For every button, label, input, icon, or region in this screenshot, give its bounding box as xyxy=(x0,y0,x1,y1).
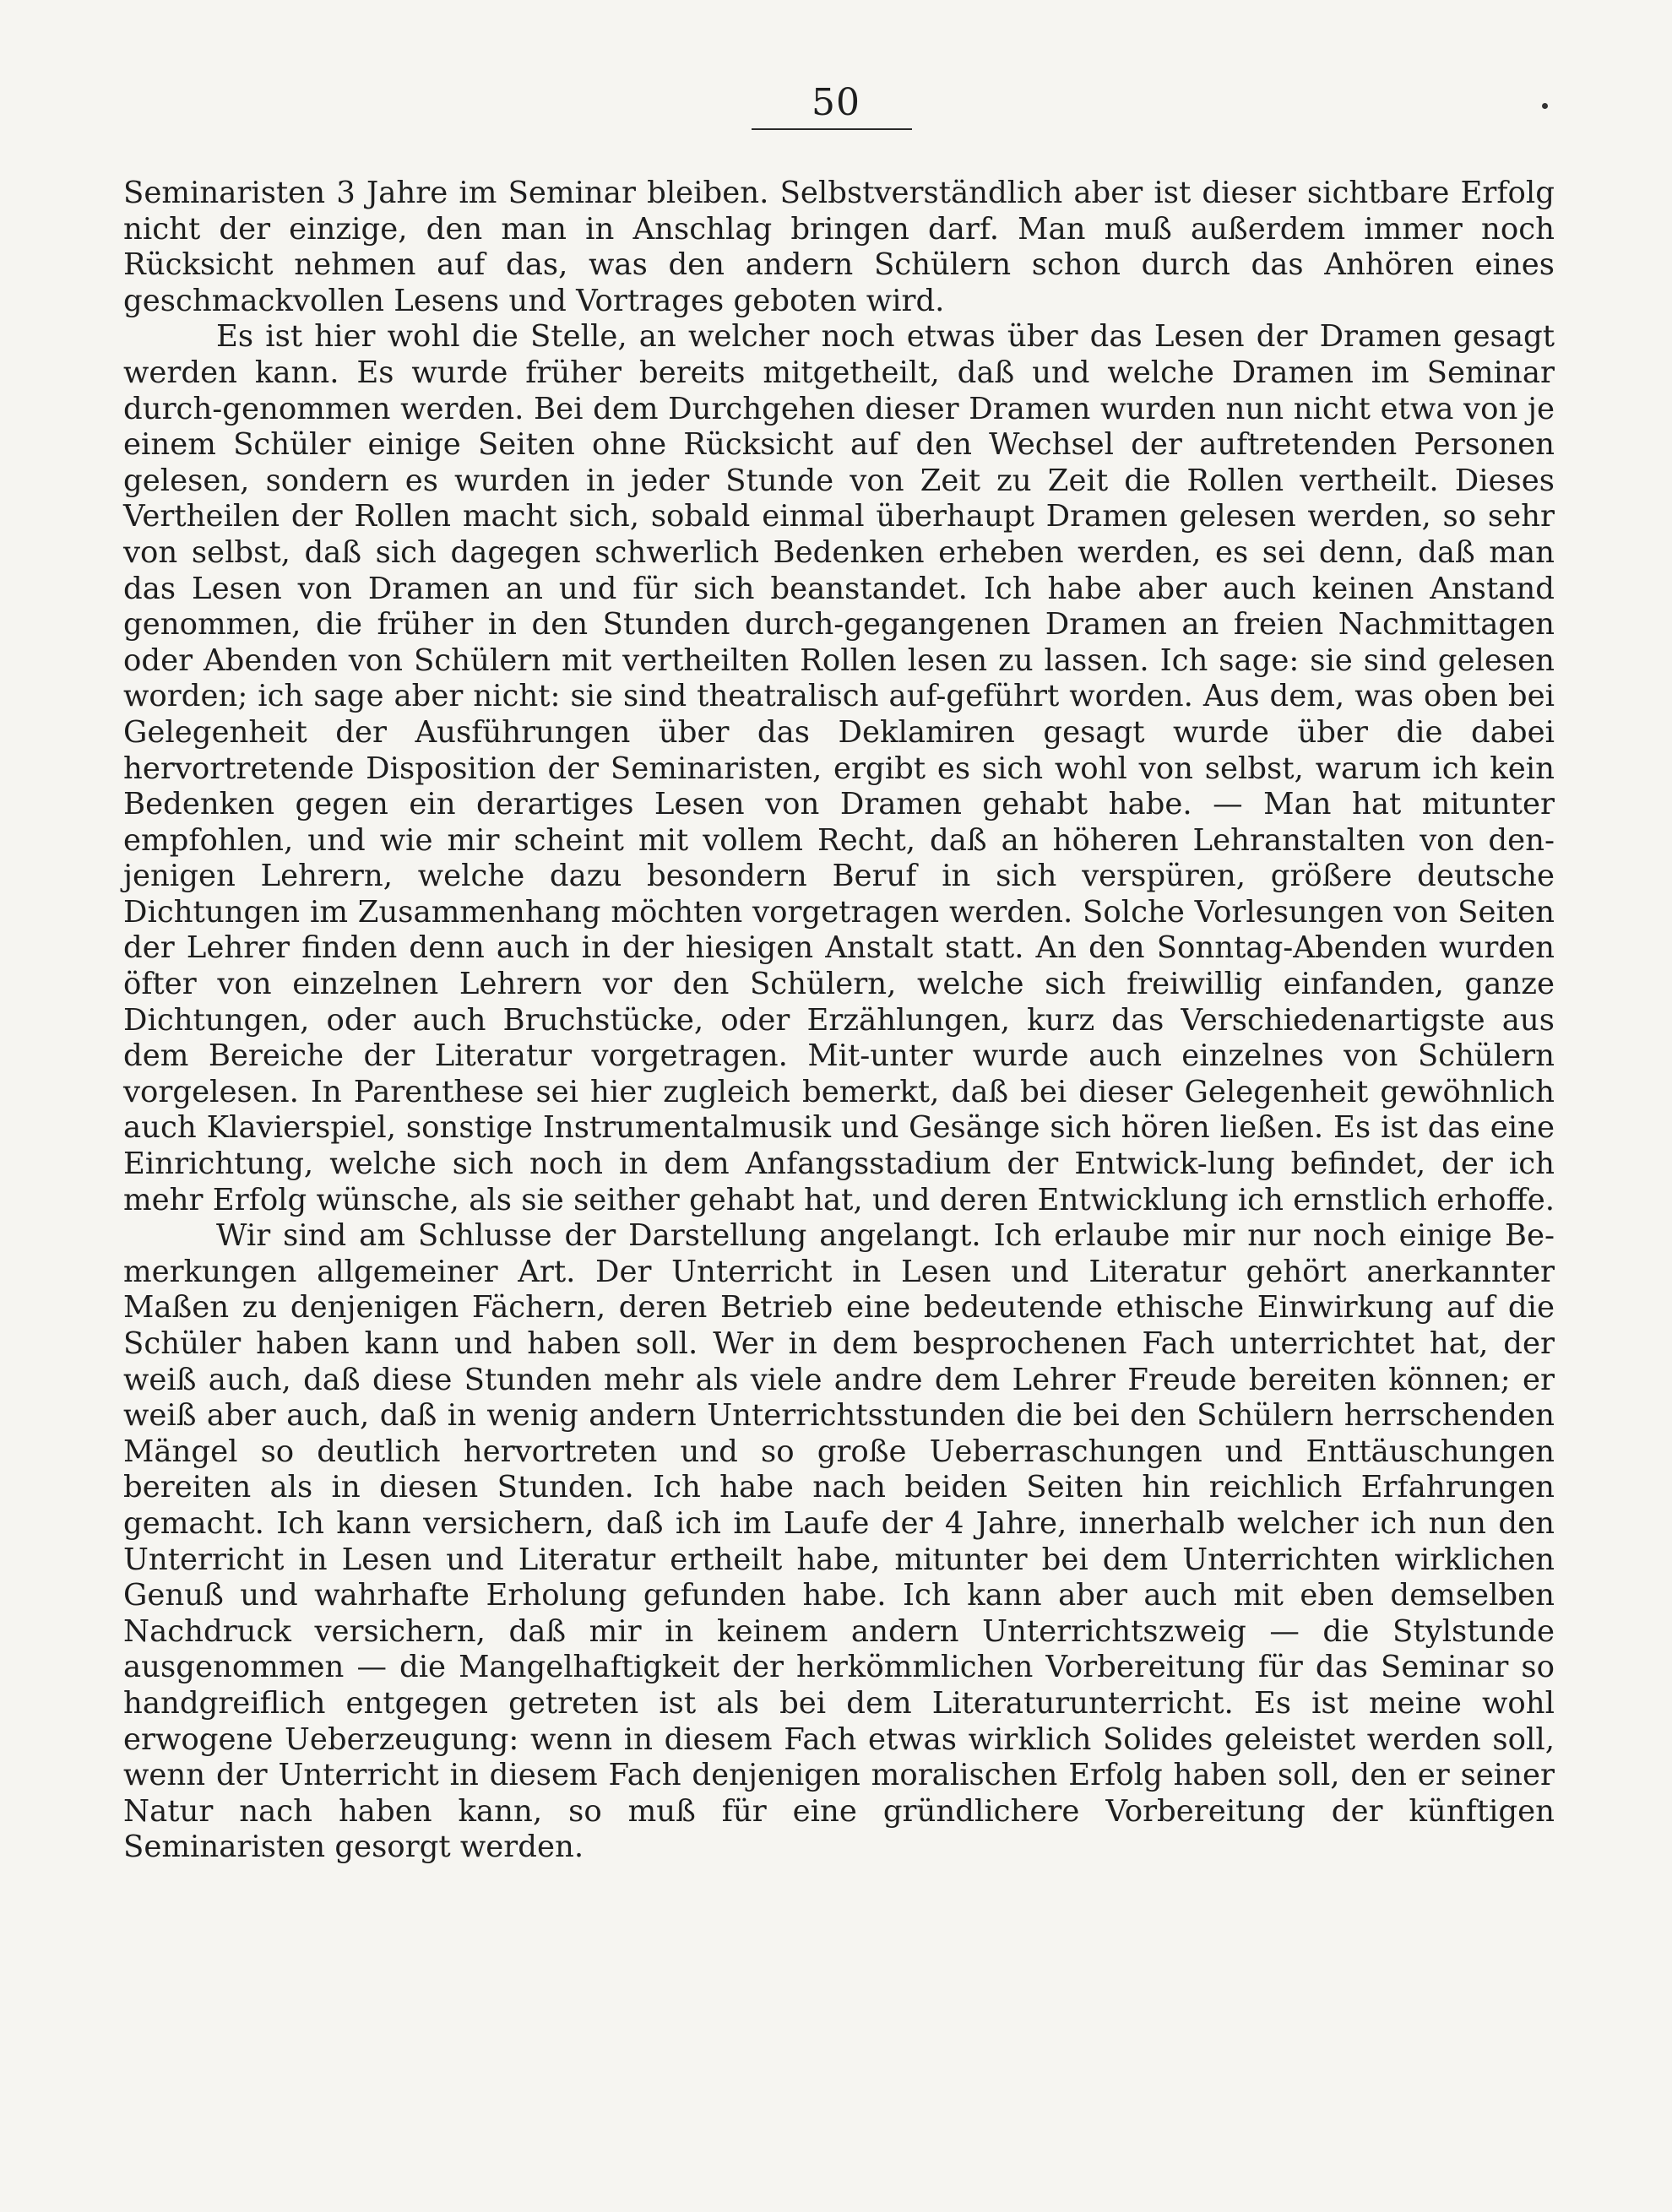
body-text xyxy=(123,176,1555,1866)
print-speck xyxy=(1542,103,1548,109)
paragraph: Seminaristen 3 Jahre im Seminar bleiben. Selbstverständlich aber ist dieser sichtbare Erfolg nicht der einzige, den man in Anschlag bringen darf. Man muß außerdem immer noch Rücksicht nehmen auf das, was den andern Schülern schon durch das Anhören eines geschmackvollen Lesens und Vortrages geboten wird. xyxy=(123,176,1555,318)
paragraph: Es ist hier wohl die Stelle, an welcher noch etwas über das Lesen der Dramen gesagt werden kann. Es wurde früher bereits mitgetheilt, daß und welche Dramen im Seminar durch-genommen werden. Bei dem Durchgehen dieser Dramen wurden nun nicht etwa von je einem Schüler einige Seiten ohne Rücksicht auf den Wechsel der auftretenden Personen gelesen, sondern es wurden in jeder Stunde von Zeit zu Zeit die Rollen vertheilt. Dieses Vertheilen der Rollen macht sich, sobald einmal überhaupt Dramen gelesen werden, so sehr von selbst, daß sich dagegen schwerlich Bedenken erheben werden, es sei denn, daß man das Lesen von Dramen an und für sich beanstandet. Ich habe aber auch keinen Anstand genommen, die früher in den Stunden durch-gegangenen Dramen an freien Nachmittagen oder Abenden von Schülern mit vertheilten Rollen lesen zu lassen. Ich sage: sie sind gelesen worden; ich sage aber nicht: sie sind theatralisch auf-geführt worden. Aus dem, was oben bei Gelegenheit der Ausführungen über das Deklamiren gesagt wurde über die dabei hervortretende Disposition der Seminaristen, ergibt es sich wohl von selbst, warum ich kein Bedenken gegen ein derartiges Lesen von Dramen gehabt habe. — Man hat mitunter empfohlen, und wie mir scheint mit vollem Recht, daß an höheren Lehranstalten von den-jenigen Lehrern, welche dazu besondern Beruf in sich verspüren, größere deutsche Dichtungen im Zusammenhang möchten vorgetragen werden. Solche Vorlesungen von Seiten der Lehrer finden denn auch in der hiesigen Anstalt statt. An den Sonntag-Abenden wurden öfter von einzelnen Lehrern vor den Schülern, welche sich freiwillig einfanden, ganze Dichtungen, oder auch Bruchstücke, oder Erzählungen, kurz das Verschiedenartigste aus dem Bereiche der Literatur vorgetragen. Mit-unter wurde auch einzelnes von Schülern vorgelesen. In Parenthese sei hier zugleich bemerkt, daß bei dieser Gelegenheit gewöhnlich auch Klavierspiel, sonstige Instrumentalmusik und Gesänge sich hören ließen. Es ist das eine Einrichtung, welche sich noch in dem Anfangsstadium der Entwick-lung befindet, der ich mehr Erfolg wünsche, als sie seither gehabt hat, und deren Entwicklung ich ernstlich erhoffe. xyxy=(123,319,1555,1217)
header-rule xyxy=(752,128,912,130)
paragraph: Wir sind am Schlusse der Darstellung angelangt. Ich erlaube mir nur noch einige Be-merkungen allgemeiner Art. Der Unterricht in Lesen und Literatur gehört anerkannter Maßen zu denjenigen Fächern, deren Betrieb eine bedeutende ethische Einwirkung auf die Schüler haben kann und haben soll. Wer in dem besprochenen Fach unterrichtet hat, der weiß auch, daß diese Stunden mehr als viele andre dem Lehrer Freude bereiten können; er weiß aber auch, daß in wenig andern Unterrichtsstunden die bei den Schülern herrschenden Mängel so deutlich hervortreten und so große Ueberraschungen und Enttäuschungen bereiten als in diesen Stunden. Ich habe nach beiden Seiten hin reichlich Erfahrungen gemacht. Ich kann versichern, daß ich im Laufe der 4 Jahre, innerhalb welcher ich nun den Unterricht in Lesen und Literatur ertheilt habe, mitunter bei dem Unterrichten wirklichen Genuß und wahrhafte Erholung gefunden habe. Ich kann aber auch mit eben demselben Nachdruck versichern, daß mir in keinem andern Unterrichtszweig — die Stylstunde ausgenommen — die Mangelhaftigkeit der herkömmlichen Vorbereitung für das Seminar so handgreiflich entgegen getreten ist als bei dem Literaturunterricht. Es ist meine wohl erwogene Ueberzeugung: wenn in diesem Fach etwas wirklich Solides geleistet werden soll, wenn der Unterricht in diesem Fach denjenigen moralischen Erfolg haben soll, den er seiner Natur nach haben kann, so muß für eine gründlichere Vorbereitung der künftigen Seminaristen gesorgt werden. xyxy=(123,1218,1555,1865)
page-number: 50 xyxy=(812,81,860,124)
